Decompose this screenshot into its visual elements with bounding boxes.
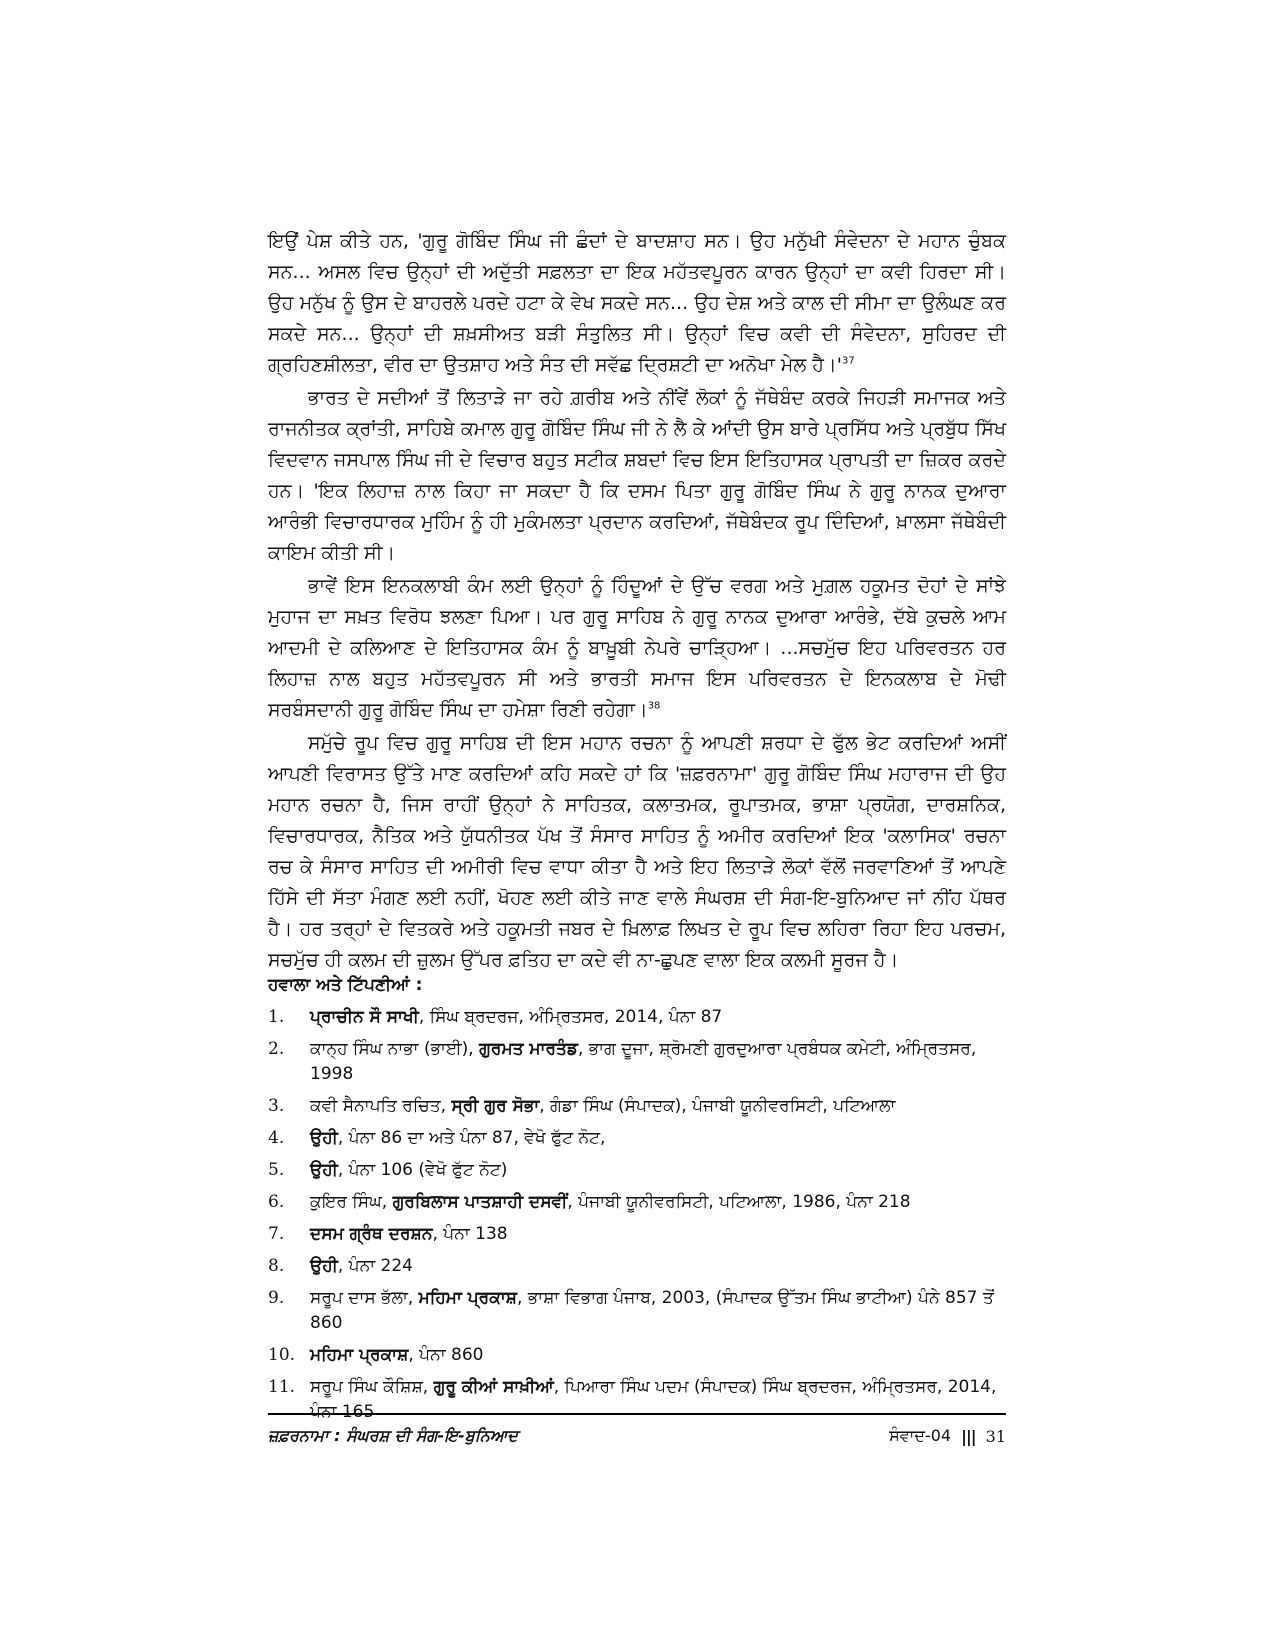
paragraph: ਇਉਂ ਪੇਸ਼ ਕੀਤੇ ਹਨ, 'ਗੁਰੂ ਗੋਬਿੰਦ ਸਿੰਘ ਜੀ ਛੰਦਾਂ ਦੇ ਬਾਦਸ਼ਾਹ ਸਨ। ਉਹ ਮਨੁੱਖੀ ਸੰਵੇਦਨਾ ਦੇ ਮਹਾਨ ਚੁੰਬਕ ਸਨ... ਅਸਲ ਵਿਚ ਉਨ੍ਹਾਂ ਦੀ ਅਦੁੱਤੀ ਸਫ਼ਲਤਾ ਦਾ ਇਕ ਮਹੱਤਵਪੂਰਨ ਕਾਰਨ ਉਨ੍ਹਾਂ ਦਾ ਕਵੀ ਹਿਰਦਾ ਸੀ। ਉਹ ਮਨੁੱਖ ਨੂੰ ਉਸ ਦੇ ਬਾਹਰਲੇ ਪਰਦੇ ਹਟਾ ਕੇ ਵੇਖ ਸਕਦੇ ਸਨ... ਉਹ ਦੇਸ਼ ਅਤੇ ਕਾਲ ਦੀ ਸੀਮਾ ਦਾ ਉਲੰਘਣ ਕਰ ਸਕਦੇ ਸਨ... ਉਨ੍ਹਾਂ ਦੀ ਸ਼ਖ਼ਸੀਅਤ ਬੜੀ ਸੰਤੁਲਿਤ ਸੀ। ਉਨ੍ਹਾਂ ਵਿਚ ਕਵੀ ਦੀ ਸੰਵੇਦਨਾ, ਸੁਹਿਰਦ ਦੀ ਗ੍ਰਹਿਣਸ਼ੀਲਤਾ, ਵੀਰ ਦਾ ਉਤਸ਼ਾਹ ਅਤੇ ਸੰਤ ਦੀ ਸਵੱਛ ਦ੍ਰਿਸ਼ਟੀ ਦਾ ਅਨੋਖਾ ਮੇਲ $ਹੈ।'^{37}$ [268,230,1006,376]
reference-item [268,1343,1006,1368]
issue-label: ਸੰਵਾਦ-04 [889,1426,952,1445]
reference-item [268,1005,1006,1030]
reference-item [268,1375,1006,1425]
paragraph: ਭਾਰਤ ਦੇ ਸਦੀਆਂ ਤੋਂ ਲਿਤਾੜੇ ਜਾ ਰਹੇ ਗ਼ਰੀਬ ਅਤੇ ਨੀਂਵੇਂ ਲੋਕਾਂ ਨੂੰ ਜੱਥੇਬੰਦ ਕਰਕੇ ਜਿਹੜੀ ਸਮਾਜਕ ਅਤੇ ਰਾਜਨੀਤਕ ਕ੍ਰਾਂਤੀ, ਸਾਹਿਬੇ ਕਮਾਲ ਗੁਰੂ ਗੋਬਿੰਦ ਸਿੰਘ ਜੀ ਨੇ ਲੈ ਕੇ ਆਂਦੀ ਉਸ ਬਾਰੇ ਪ੍ਰਸਿੱਧ ਅਤੇ ਪ੍ਰਬੁੱਧ ਸਿੱਖ ਵਿਦਵਾਨ ਜਸਪਾਲ ਸਿੰਘ ਜੀ ਦੇ ਵਿਚਾਰ ਬਹੁਤ ਸਟੀਕ ਸ਼ਬਦਾਂ ਵਿਚ ਇਸ ਇਤਿਹਾਸਕ ਪ੍ਰਾਪਤੀ ਦਾ ਜ਼ਿਕਰ ਕਰਦੇ ਹਨ। 'ਇਕ ਲਿਹਾਜ਼ ਨਾਲ ਕਿਹਾ ਜਾ ਸਕਦਾ ਹੈ ਕਿ ਦਸਮ ਪਿਤਾ ਗੁਰੂ ਗੋਬਿੰਦ ਸਿੰਘ ਨੇ ਗੁਰੂ ਨਾਨਕ ਦੁਆਰਾ ਆਰੰਭੀ ਵਿਚਾਰਧਾਰਕ ਮੁਹਿੰਮ ਨੂੰ ਹੀ ਮੁਕੰਮਲਤਾ ਪ੍ਰਦਾਨ ਕਰਦਿਆਂ, ਜੱਥੇਬੰਦਕ ਰੂਪ ਦਿੰਦਿਆਂ, ਖ਼ਾਲਸਾ ਜੱਥੇਬੰਦੀ ਕਾਇਮ ਕੀਤੀ ਸੀ। [268,387,1006,564]
footer-issue-info [889,1426,1006,1446]
reference-title: ਪ੍ਰਾਚੀਨ ਸੌ ਸਾਖੀ [310,1007,419,1027]
reference-text: ਉਹੀ, ਪੰਨਾ 86 ਦਾ ਅਤੇ ਪੰਨਾ 87, ਵੇਖੋ ਫੁੱਟ ਨੋਟ, [310,1128,606,1148]
references-section [268,973,1006,1432]
reference-text: ਸਰੂਪ ਸਿੰਘ ਕੌਸ਼ਿਸ਼, ਗੁਰੂ ਕੀਆਂ ਸਾਖ਼ੀਆਂ, ਪਿਆਰਾ ਸਿੰਘ ਪਦਮ (ਸੰਪਾਦਕ) ਸਿੰਘ ਬ੍ਰਦਰਜ, ਅੰਮ੍ਰਿਤਸਰ, 2014, ਪੰਨਾ 165 [310,1377,997,1422]
page-number: 31 [985,1426,1006,1446]
footer-divider [268,1413,1006,1415]
bars-glyph: ||| [961,1426,976,1446]
reference-title: ਗੁਰਮਤ ਮਾਰਤੰਡ [479,1039,578,1059]
reference-number: 7. [268,1224,285,1244]
reference-number: 4. [268,1128,285,1148]
reference-item [268,1037,1006,1087]
reference-text: ਸਰੂਪ ਦਾਸ ਭੱਲਾ, ਮਹਿਮਾ ਪ੍ਰਕਾਸ਼, ਭਾਸ਼ਾ ਵਿਭਾਗ ਪੰਜਾਬ, 2003, (ਸੰਪਾਦਕ ਉੱਤਮ ਸਿੰਘ ਭਾਟੀਆ) ਪੰਨੇ 857 ਤੋਂ 860 [310,1288,994,1333]
reference-item [268,1126,1006,1151]
reference-title: ਉਹੀ [310,1256,338,1276]
reference-text: ਦਸਮ ਗ੍ਰੰਥ ਦਰਸ਼ਨ, ਪੰਨਾ 138 [310,1224,508,1244]
reference-item [268,1286,1006,1336]
reference-title: ਸ੍ਰੀ ਗੁਰ ਸੋਭਾ [451,1096,540,1116]
reference-item [268,1254,1006,1279]
reference-number: 11. [268,1377,296,1397]
references-list [268,1005,1006,1425]
reference-title: ਗੁਰੂ ਕੀਆਂ ਸਾਖ਼ੀਆਂ [433,1377,554,1397]
reference-number: 2. [268,1039,285,1059]
reference-number: 5. [268,1160,285,1180]
references-title: ਹਵਾਲਾ ਅਤੇ ਟਿੱਪਣੀਆਂ : [268,975,423,995]
footnote-ref: 37 [841,355,855,367]
reference-title: ਦਸਮ ਗ੍ਰੰਥ ਦਰਸ਼ਨ [310,1224,433,1244]
paragraph: ਭਾਵੇਂ ਇਸ ਇਨਕਲਾਬੀ ਕੰਮ ਲਈ ਉਨ੍ਹਾਂ ਨੂੰ ਹਿੰਦੂਆਂ ਦੇ ਉੱਚ ਵਰਗ ਅਤੇ ਮੁਗ਼ਲ ਹਕੂਮਤ ਦੋਹਾਂ ਦੇ ਸਾਂਝੇ ਮੁਹਾਜ ਦਾ ਸਖ਼ਤ ਵਿਰੋਧ ਝਲਣਾ ਪਿਆ। ਪਰ ਗੁਰੂ ਸਾਹਿਬ ਨੇ ਗੁਰੂ ਨਾਨਕ ਦੁਆਰਾ ਆਰੰਭੇ, ਦੱਬੇ ਕੁਚਲੇ ਆਮ ਆਦਮੀ ਦੇ ਕਲਿਆਣ ਦੇ ਇਤਿਹਾਸਕ ਕੰਮ ਨੂੰ ਬਾਖ਼ੂਬੀ ਨੇਪਰੇ ਚਾੜ੍ਹਿਆ। ...ਸਚਮੁੱਚ ਇਹ ਪਰਿਵਰਤਨ ਹਰ ਲਿਹਾਜ਼ ਨਾਲ ਬਹੁਤ ਮਹੱਤਵਪੂਰਨ ਸੀ ਅਤੇ ਭਾਰਤੀ ਸਮਾਜ ਇਸ ਪਰਿਵਰਤਨ ਦੇ ਇਨਕਲਾਬ ਦੇ ਮੋਢੀ ਸਰਬੰਸਦਾਨੀ ਗੁਰੂ ਗੋਬਿੰਦ ਸਿੰਘ ਦਾ ਹਮੇਸ਼ਾ ਰਿਣੀ ਰਹੇਗਾ।$^{38}$ [268,575,1006,721]
reference-text: ਕਾਨ੍ਹ ਸਿੰਘ ਨਾਭਾ (ਭਾਈ), ਗੁਰਮਤ ਮਾਰਤੰਡ, ਭਾਗ ਦੂਜਾ, ਸ਼੍ਰੋਮਣੀ ਗੁਰਦੁਆਰਾ ਪ੍ਰਬੰਧਕ ਕਮੇਟੀ, ਅੰਮ੍ਰਿਤਸਰ, 1998 [310,1039,977,1084]
reference-title: ਉਹੀ [310,1128,338,1148]
reference-title: ਉਹੀ [310,1160,338,1180]
reference-number: 10. [268,1345,296,1365]
reference-item [268,1094,1006,1119]
reference-text: ਕੁਇਰ ਸਿੰਘ, ਗੁਰਬਿਲਾਸ ਪਾਤਸ਼ਾਹੀ ਦਸਵੀਂ, ਪੰਜਾਬੀ ਯੂਨੀਵਰਸਿਟੀ, ਪਟਿਆਲਾ, 1986, ਪੰਨਾ 218 [310,1192,911,1212]
reference-text: ਉਹੀ, ਪੰਨਾ 106 (ਵੇਖੋ ਫੁੱਟ ਨੋਟ) [310,1160,508,1180]
running-title: ਜ਼ਫ਼ਰਨਾਮਾ : ਸੰਘਰਸ਼ ਦੀ ਸੰਗ-ਇ-ਬੁਨਿਆਦ [268,1426,518,1445]
reference-title: ਗੁਰਬਿਲਾਸ ਪਾਤਸ਼ਾਹੀ ਦਸਵੀਂ [392,1192,568,1212]
reference-number: 9. [268,1288,285,1308]
reference-number: 6. [268,1192,285,1212]
reference-number: 3. [268,1096,285,1116]
footnote-ref: 38 [647,700,661,712]
reference-text: ਪ੍ਰਾਚੀਨ ਸੌ ਸਾਖੀ, ਸਿੰਘ ਬ੍ਰਦਰਜ, ਅੰਮ੍ਰਿਤਸਰ, 2014, ਪੰਨਾ 87 [310,1007,723,1027]
reference-text: ਉਹੀ, ਪੰਨਾ 224 [310,1256,413,1276]
reference-item [268,1222,1006,1247]
reference-text: ਕਵੀ ਸੈਨਾਪਤਿ ਰਚਿਤ, ਸ੍ਰੀ ਗੁਰ ਸੋਭਾ, ਗੰਡਾ ਸਿੰਘ (ਸੰਪਾਦਕ), ਪੰਜਾਬੀ ਯੂਨੀਵਰਸਿਟੀ, ਪਟਿਆਲਾ [310,1096,896,1116]
body-text [268,226,1006,978]
paragraph: ਸਮੁੱਚੇ ਰੂਪ ਵਿਚ ਗੁਰੂ ਸਾਹਿਬ ਦੀ ਇਸ ਮਹਾਨ ਰਚਨਾ ਨੂੰ ਆਪਣੀ ਸ਼ਰਧਾ ਦੇ ਫੁੱਲ ਭੇਟ ਕਰਦਿਆਂ ਅਸੀਂ ਆਪਣੀ ਵਿਰਾਸਤ ਉੱਤੇ ਮਾਣ ਕਰਦਿਆਂ ਕਹਿ ਸਕਦੇ ਹਾਂ ਕਿ 'ਜ਼ਫ਼ਰਨਾਮਾ' ਗੁਰੂ ਗੋਬਿੰਦ ਸਿੰਘ ਮਹਾਰਾਜ ਦੀ ਉਹ ਮਹਾਨ ਰਚਨਾ ਹੈ, ਜਿਸ ਰਾਹੀਂ ਉਨ੍ਹਾਂ ਨੇ ਸਾਹਿਤਕ, ਕਲਾਤਮਕ, ਰੂਪਾਤਮਕ, ਭਾਸ਼ਾ ਪ੍ਰਯੋਗ, ਦਾਰਸ਼ਨਿਕ, ਵਿਚਾਰਧਾਰਕ, ਨੈਤਿਕ ਅਤੇ ਯੁੱਧਨੀਤਕ ਪੱਖ ਤੋਂ ਸੰਸਾਰ ਸਾਹਿਤ ਨੂੰ ਅਮੀਰ ਕਰਦਿਆਂ ਇਕ 'ਕਲਾਸਿਕ' ਰਚਨਾ ਰਚ ਕੇ ਸੰਸਾਰ ਸਾਹਿਤ ਦੀ ਅਮੀਰੀ ਵਿਚ ਵਾਧਾ ਕੀਤਾ ਹੈ ਅਤੇ ਇਹ ਲਿਤਾੜੇ ਲੋਕਾਂ ਵੱਲੋਂ ਜਰਵਾਣਿਆਂ ਤੋਂ ਆਪਣੇ ਹਿੱਸੇ ਦੀ ਸੱਤਾ ਮੰਗਣ ਲਈ ਨਹੀਂ, ਖੋਹਣ ਲਈ ਕੀਤੇ ਜਾਣ ਵਾਲੇ ਸੰਘਰਸ਼ ਦੀ ਸੰਗ-ਇ-ਬੁਨਿਆਦ ਜਾਂ ਨੀਂਹ ਪੱਥਰ ਹੈ। ਹਰ ਤਰ੍ਹਾਂ ਦੇ ਵਿਤਕਰੇ ਅਤੇ ਹਕੂਮਤੀ ਜਬਰ ਦੇ ਖ਼ਿਲਾਫ਼ ਲਿਖਤ ਦੇ ਰੂਪ ਵਿਚ ਲਹਿਰਾ ਰਿਹਾ ਇਹ ਪਰਚਮ, ਸਚਮੁੱਚ ਹੀ ਕਲਮ ਦੀ ਜ਼ੁਲਮ ਉੱਪਰ ਫ਼ਤਿਹ ਦਾ ਕਦੇ ਵੀ ਨਾ-ਛੁਪਣ ਵਾਲਾ ਇਕ ਕਲਮੀ ਸੂਰਜ ਹੈ। [268,732,1006,971]
reference-title: ਮਹਿਮਾ ਪ੍ਰਕਾਸ਼ [418,1288,518,1308]
reference-item [268,1158,1006,1183]
reference-item [268,1190,1006,1215]
reference-number: 8. [268,1256,285,1276]
reference-title: ਮਹਿਮਾ ਪ੍ਰਕਾਸ਼ [310,1345,409,1365]
reference-number: 1. [268,1007,285,1027]
reference-text: ਮਹਿਮਾ ਪ੍ਰਕਾਸ਼, ਪੰਨਾ 860 [310,1345,484,1365]
